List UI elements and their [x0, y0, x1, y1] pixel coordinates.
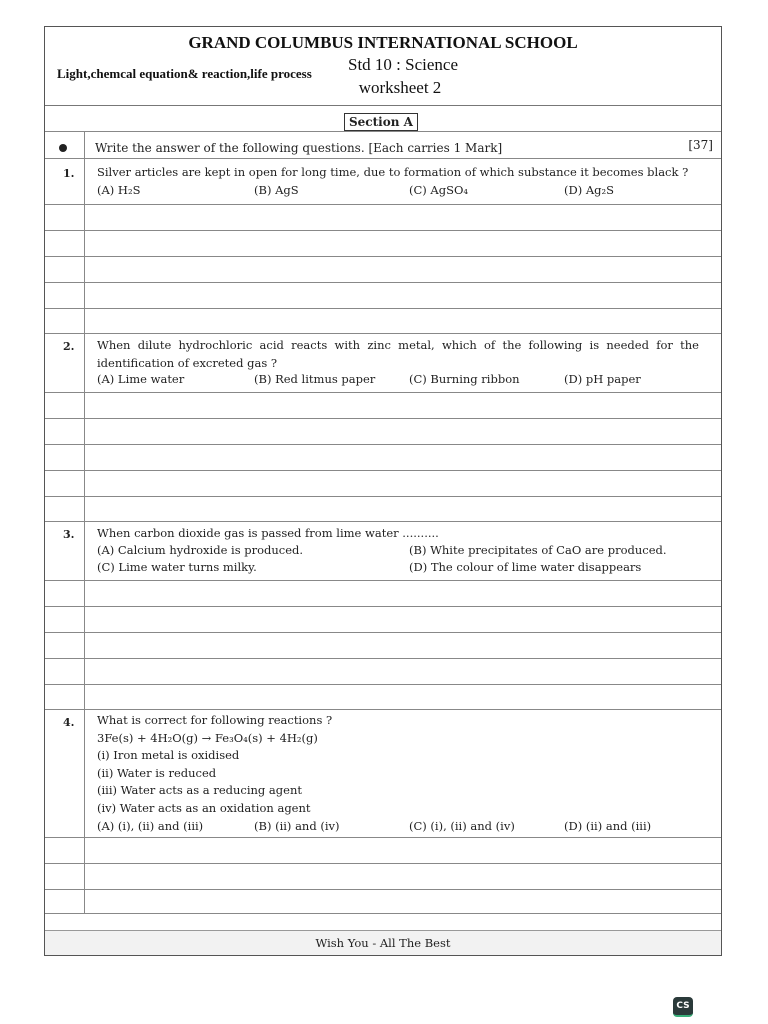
- option-b: (B) White precipitates of CaO are produced.: [409, 543, 667, 557]
- divider: [45, 709, 721, 710]
- option-c: (C) (i), (ii) and (iv): [409, 819, 515, 833]
- answer-line: [45, 392, 721, 393]
- option-d: (D) (ii) and (iii): [564, 819, 652, 833]
- option-c: (C) Burning ribbon: [409, 372, 520, 386]
- answer-line: [45, 418, 721, 419]
- number-column-divider: [84, 131, 85, 913]
- reaction-equation: 3Fe(s) + 4H₂O(g) → Fe₃O₄(s) + 4H₂(g): [97, 731, 318, 745]
- answer-line: [45, 632, 721, 633]
- answer-line: [45, 837, 721, 838]
- option-a: (A) (i), (ii) and (iii): [97, 819, 204, 833]
- bullet-icon: [59, 144, 67, 152]
- worksheet-title: worksheet 2: [358, 78, 442, 97]
- camscanner-logo-icon: CS: [673, 997, 693, 1017]
- option-b: (B) Red litmus paper: [254, 372, 376, 386]
- answer-line: [45, 230, 721, 231]
- question-text: Silver articles are kept in open for long time, due to formation of which substance it becomes black ?: [97, 165, 689, 179]
- answer-line: [45, 606, 721, 607]
- answer-line: [45, 658, 721, 659]
- question-text: When dilute hydrochloric acid reacts with zinc metal, which of the following is needed for the identification of excreted gas ?: [97, 338, 699, 370]
- question-number: 2.: [63, 340, 75, 353]
- instructions: Write the answer of the following questions. [Each carries 1 Mark]: [95, 141, 503, 155]
- question-number: 4.: [63, 716, 75, 729]
- answer-line: [45, 863, 721, 864]
- answer-line: [45, 470, 721, 471]
- divider: [45, 333, 721, 334]
- statement: (ii) Water is reduced: [97, 766, 217, 780]
- option-c: (C) Lime water turns milky.: [97, 560, 257, 574]
- school-name: GRAND COLUMBUS INTERNATIONAL SCHOOL: [188, 33, 578, 52]
- answer-line: [45, 204, 721, 205]
- standard-subject: Std 10 : Science: [347, 55, 458, 74]
- option-d: (D) The colour of lime water disappears: [409, 560, 642, 574]
- option-a: (A) Lime water: [97, 372, 185, 386]
- option-a: (A) H₂S: [97, 183, 141, 197]
- statement: (iii) Water acts as a reducing agent: [97, 783, 302, 797]
- divider: [45, 158, 721, 159]
- answer-line: [45, 889, 721, 890]
- answer-line: [45, 308, 721, 309]
- answer-line: [45, 256, 721, 257]
- option-b: (B) AgS: [254, 183, 299, 197]
- answer-line: [45, 496, 721, 497]
- total-marks: [37]: [688, 138, 713, 152]
- option-a: (A) Calcium hydroxide is produced.: [97, 543, 304, 557]
- option-d: (D) Ag₂S: [564, 183, 615, 197]
- question-text: When carbon dioxide gas is passed from lime water ..........: [97, 526, 439, 540]
- worksheet-page: [44, 26, 722, 956]
- option-d: (D) pH paper: [564, 372, 641, 386]
- statement: (i) Iron metal is oxidised: [97, 748, 240, 762]
- footer-message: Wish You - All The Best: [45, 930, 721, 955]
- option-b: (B) (ii) and (iv): [254, 819, 340, 833]
- answer-line: [45, 444, 721, 445]
- question-number: 1.: [63, 167, 75, 180]
- answer-line: [45, 684, 721, 685]
- answer-line: [45, 282, 721, 283]
- question-text: What is correct for following reactions ?: [97, 713, 333, 727]
- divider: [45, 521, 721, 522]
- worksheet-header: [45, 27, 721, 106]
- option-c: (C) AgSO₄: [409, 183, 469, 197]
- question-number: 3.: [63, 528, 75, 541]
- topic-list: Light,chemcal equation& reaction,life process: [57, 66, 312, 81]
- divider: [45, 131, 721, 132]
- divider: [45, 913, 721, 914]
- answer-line: [45, 580, 721, 581]
- statement: (iv) Water acts as an oxidation agent: [97, 801, 311, 815]
- section-label: Section A: [344, 113, 418, 131]
